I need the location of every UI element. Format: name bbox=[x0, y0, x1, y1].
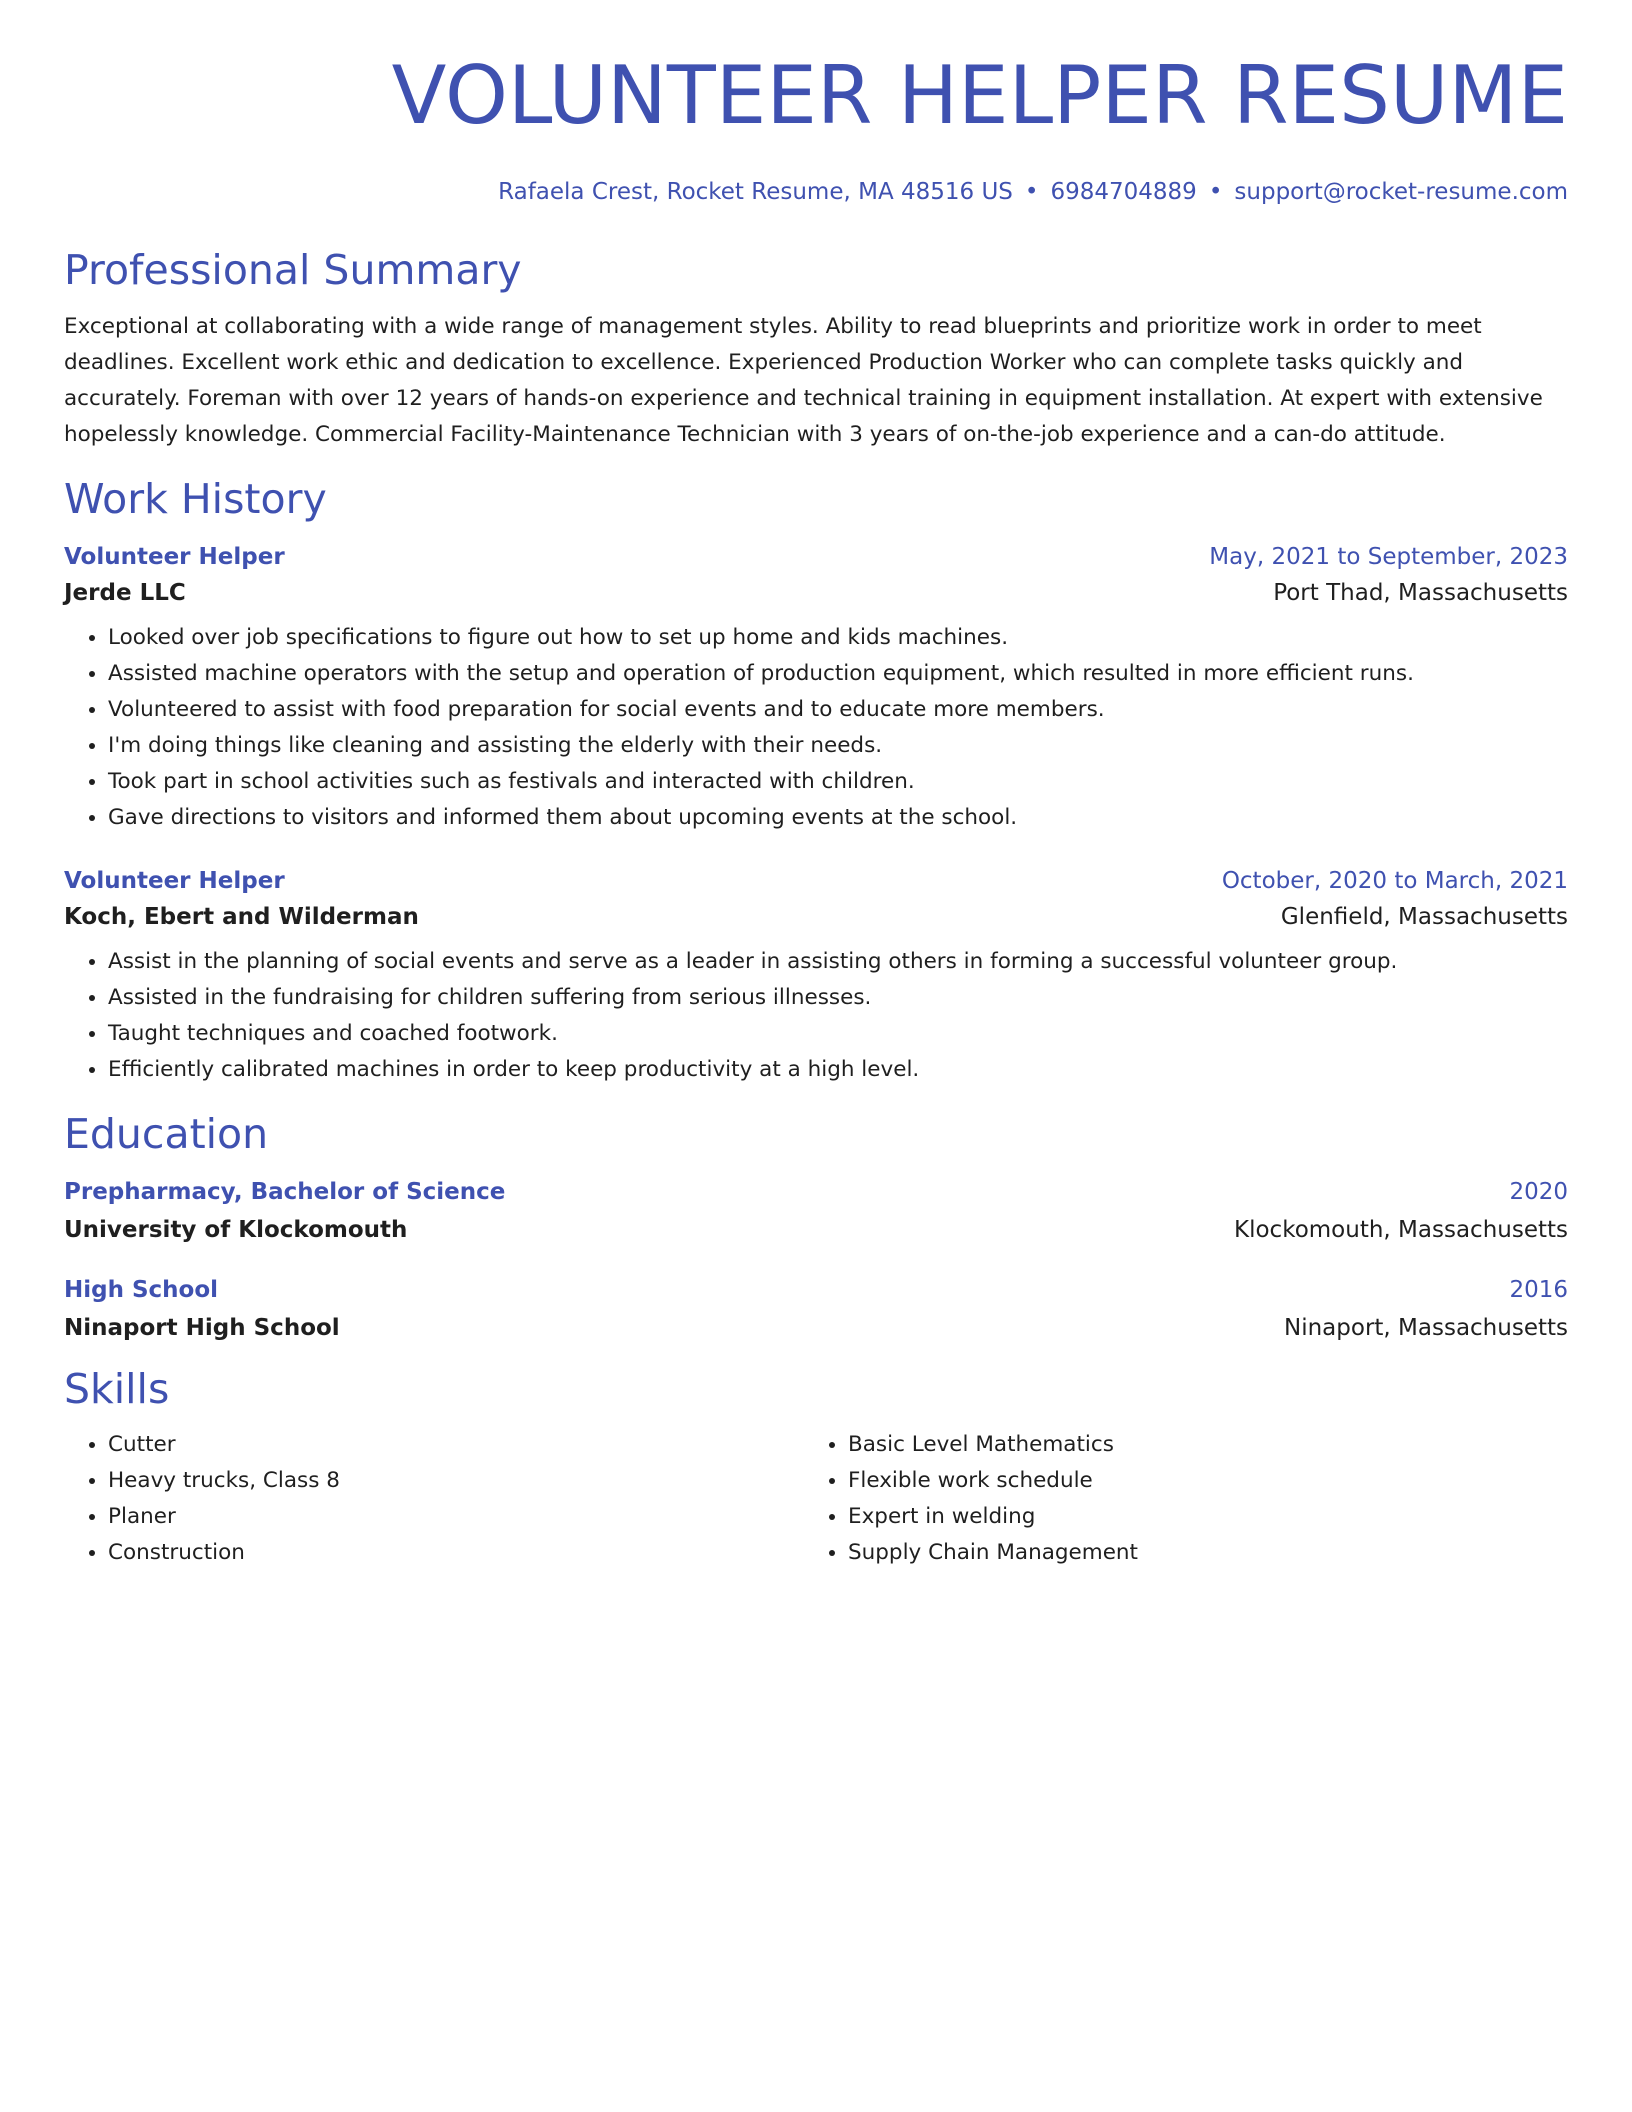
skill-item: • Heavy trucks, Class 8 bbox=[108, 1463, 804, 1499]
education-subheader bbox=[64, 1315, 1568, 1341]
education-heading: Education bbox=[64, 1110, 269, 1159]
job-entry bbox=[64, 868, 1568, 1088]
education-degree: Prepharmacy, Bachelor of Science bbox=[64, 1179, 506, 1206]
job-bullet: • Looked over job specifications to figure out how to set up home and kids machines. bbox=[108, 620, 1568, 656]
contact-line bbox=[64, 178, 1568, 208]
skills-grid bbox=[64, 1427, 1568, 1571]
contact-email: support@rocket-resume.com bbox=[1234, 179, 1568, 205]
education-school: Ninaport High School bbox=[64, 1315, 340, 1342]
skills-section bbox=[64, 1365, 1568, 1570]
job-header bbox=[64, 544, 1568, 570]
education-section bbox=[64, 1110, 1568, 1341]
skill-item: • Construction bbox=[108, 1535, 804, 1571]
job-bullet: • I'm doing things like cleaning and assisting the elderly with their needs. bbox=[108, 728, 1568, 764]
job-bullet: • Assisted machine operators with the setup and operation of production equipment, which resulted in more efficient runs. bbox=[108, 656, 1568, 692]
education-entry bbox=[64, 1277, 1568, 1341]
skills-list-left bbox=[64, 1427, 804, 1571]
job-dates: May, 2021 to September, 2023 bbox=[1209, 544, 1568, 571]
contact-separator: • bbox=[1208, 179, 1223, 205]
skill-item: • Expert in welding bbox=[848, 1499, 1544, 1535]
job-bullet: • Assisted in the fundraising for children suffering from serious illnesses. bbox=[108, 980, 1568, 1016]
job-bullet: • Took part in school activities such as festivals and interacted with children. bbox=[108, 764, 1568, 800]
education-degree: High School bbox=[64, 1277, 219, 1304]
job-entry bbox=[64, 544, 1568, 836]
job-dates: October, 2020 to March, 2021 bbox=[1221, 868, 1568, 895]
work-heading: Work History bbox=[64, 475, 327, 524]
job-bullet: • Assist in the planning of social events and serve as a leader in assisting others in forming a successful volunteer group. bbox=[108, 944, 1568, 980]
job-location: Glenfield, Massachusetts bbox=[1280, 904, 1568, 931]
contact-address: Rafaela Crest, Rocket Resume, MA 48516 US bbox=[498, 179, 1013, 205]
job-location: Port Thad, Massachusetts bbox=[1273, 580, 1568, 607]
job-bullet: • Efficiently calibrated machines in order to keep productivity at a high level. bbox=[108, 1052, 1568, 1088]
skills-list-right bbox=[804, 1427, 1544, 1571]
skill-item: • Cutter bbox=[108, 1427, 804, 1463]
skill-item: • Basic Level Mathematics bbox=[848, 1427, 1544, 1463]
education-header bbox=[64, 1277, 1568, 1303]
education-location: Ninaport, Massachusetts bbox=[1284, 1315, 1568, 1342]
education-school: University of Klockomouth bbox=[64, 1217, 408, 1244]
job-bullet: • Volunteered to assist with food preparation for social events and to educate more members. bbox=[108, 692, 1568, 728]
education-entry bbox=[64, 1179, 1568, 1243]
contact-phone: 6984704889 bbox=[1050, 179, 1197, 205]
summary-heading: Professional Summary bbox=[64, 245, 522, 294]
education-header bbox=[64, 1179, 1568, 1205]
job-bullets bbox=[64, 620, 1568, 836]
job-subheader bbox=[64, 904, 1568, 930]
resume-page bbox=[64, 0, 1568, 1571]
job-bullets bbox=[64, 944, 1568, 1088]
job-role: Volunteer Helper bbox=[64, 544, 285, 571]
resume-title: VOLUNTEER HELPER RESUME bbox=[391, 49, 1568, 142]
skill-item: • Flexible work schedule bbox=[848, 1463, 1544, 1499]
education-year: 2016 bbox=[1509, 1277, 1568, 1304]
job-role: Volunteer Helper bbox=[64, 868, 285, 895]
job-company: Koch, Ebert and Wilderman bbox=[64, 904, 419, 931]
education-year: 2020 bbox=[1509, 1179, 1568, 1206]
skills-heading: Skills bbox=[64, 1365, 170, 1414]
education-subheader bbox=[64, 1217, 1568, 1243]
job-subheader bbox=[64, 580, 1568, 606]
skill-item: • Supply Chain Management bbox=[848, 1535, 1544, 1571]
skill-item: • Planer bbox=[108, 1499, 804, 1535]
summary-text: Exceptional at collaborating with a wide range of management styles. Ability to read blueprints and prioritize work in order to meet deadlines. Excellent work ethic and dedication to excellence. Experienced Production Worker who can complete tasks quickly and accurately. Foreman with over 12 years of hands-on experience and technical training in equipment installation. At expert with extensive hopelessly knowledge. Commercial Facility-Maintenance Technician with 3 years of on-the-job experience and a can-do attitude. bbox=[64, 314, 1543, 448]
contact-separator: • bbox=[1024, 179, 1039, 205]
job-bullet: • Taught techniques and coached footwork. bbox=[108, 1016, 1568, 1052]
summary-section bbox=[64, 246, 1568, 453]
job-company: Jerde LLC bbox=[64, 580, 186, 607]
education-location: Klockomouth, Massachusetts bbox=[1234, 1217, 1568, 1244]
job-header bbox=[64, 868, 1568, 894]
job-bullet: • Gave directions to visitors and informed them about upcoming events at the school. bbox=[108, 800, 1568, 836]
work-section bbox=[64, 475, 1568, 1088]
